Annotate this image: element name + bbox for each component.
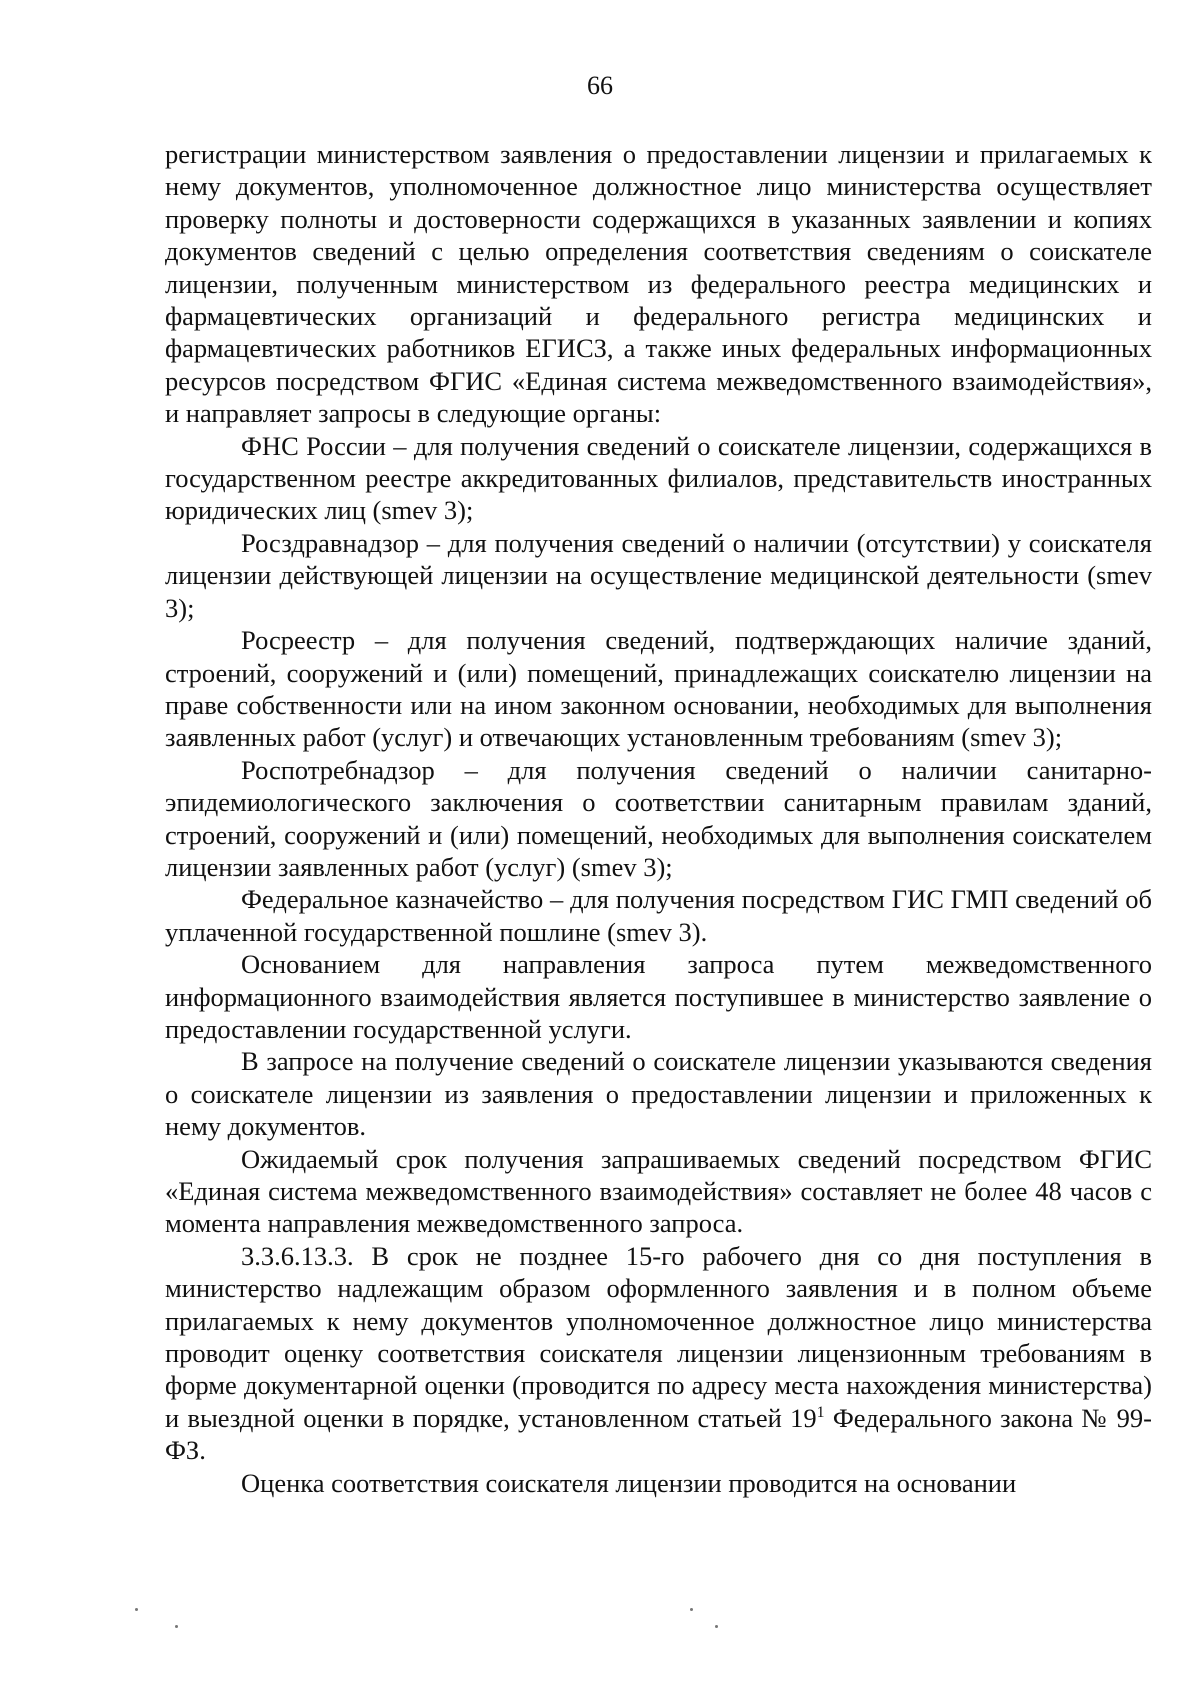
paragraph: Роспотребнадзор – для получения сведений о наличии санитарно-эпидемиологического заключения о соответствии санитарным правилам зданий, строений, сооружений и (или) помещений, необходимых для выполнения соискателем лицензии заявленных работ (услуг) (smev 3); [165,754,1152,882]
paragraph [165,1240,1152,1467]
document-body [165,138,1152,1499]
scan-speck [135,1608,138,1611]
scan-speck [690,1608,693,1611]
paragraph: Основанием для направления запроса путем межведомственного информационного взаимодействия является поступившее в министерство заявление о предоставлении государственной услуги. [165,949,1152,1044]
paragraph: ФНС России – для получения сведений о соискателе лицензии, содержащихся в государственном реестре аккредитованных филиалов, представительств иностранных юридических лиц (smev 3); [165,430,1152,526]
paragraph: В запросе на получение сведений о соискателе лицензии указываются сведения о соискателе лицензии из заявления о предоставлении лицензии и приложенных к нему документов. [165,1046,1152,1142]
paragraph: Оценка соответствия соискателя лицензии проводится на основании [241,1467,1017,1498]
scan-speck [715,1625,718,1628]
superscript: 1 [816,1404,825,1422]
paragraph: Федеральное казначейство – для получения посредством ГИС ГМП сведений об уплаченной государственной пошлине (smev 3). [165,884,1152,947]
paragraph-text: Федерального закона № 99-ФЗ. [165,1402,1152,1466]
paragraph: регистрации министерством заявления о предоставлении лицензии и прилагаемых к нему документов, уполномоченное должностное лицо министерства осуществляет проверку полноты и достоверности содержащихся в указанных заявлении и копиях документов сведений с целью определения соответствия сведениям о соискателе лицензии, полученным министерством из федерального реестра медицинских и фармацевтических организаций и федерального регистра медицинских и фармацевтических работников ЕГИСЗ, а также иных федеральных информационных ресурсов посредством ФГИС «Единая система межведомственного взаимодействия», и направляет запросы в следующие органы: [165,139,1152,429]
page-number: 66 [587,71,613,100]
paragraph-text: 3.3.6.13.3. В срок не позднее 15-го рабочего дня со дня поступления в министерство надлежащим образом оформленного заявления и в полном объеме прилагаемых к нему документов уполномоченное должностное лицо министерства проводит оценку соответствия соискателя лицензии лицензионным требованиям в форме документарной оценки (проводится по адресу места нахождения министерства) и выездной оценки в порядке, установленном статьей 19 [165,1240,1152,1433]
paragraph: Росреестр – для получения сведений, подтверждающих наличие зданий, строений, сооружений и (или) помещений, принадлежащих соискателю лицензии на праве собственности или на ином законном основании, необходимых для выполнения заявленных работ (услуг) и отвечающих установленным требованиям (smev 3); [165,625,1152,753]
paragraph: Ожидаемый срок получения запрашиваемых сведений посредством ФГИС «Единая система межведомственного взаимодействия» составляет не более 48 часов с момента направления межведомственного запроса. [165,1143,1152,1239]
scan-speck [175,1625,178,1628]
paragraph: Росздравнадзор – для получения сведений о наличии (отсутствии) у соискателя лицензии действующей лицензии на осуществление медицинской деятельности (smev 3); [165,527,1152,623]
